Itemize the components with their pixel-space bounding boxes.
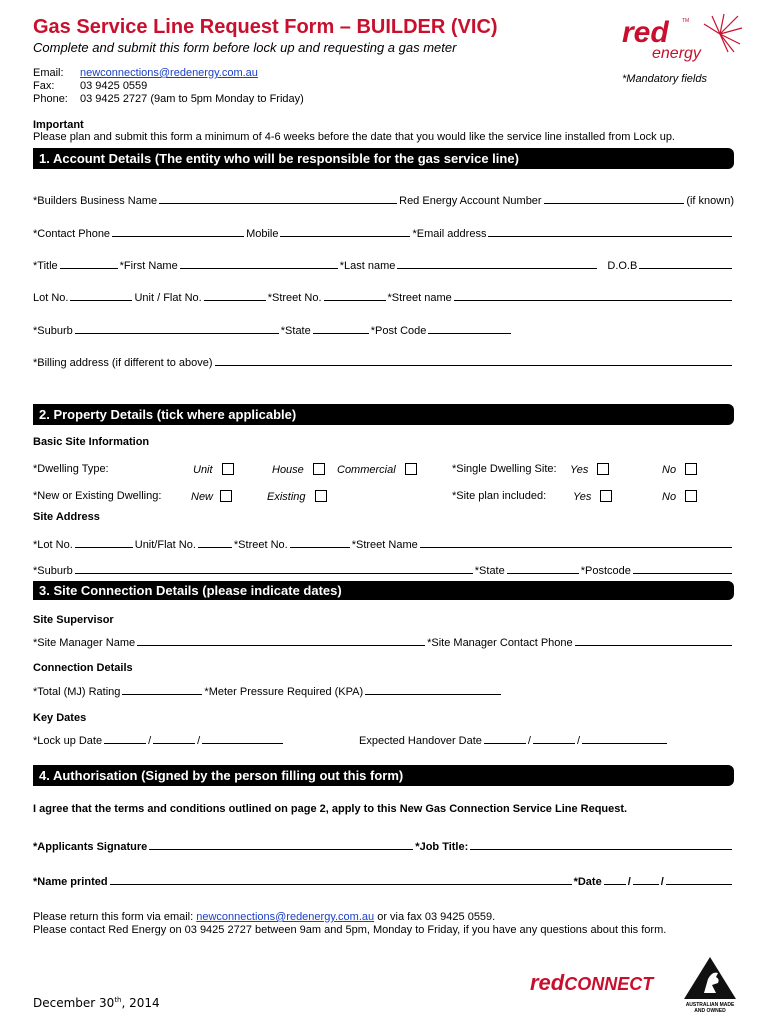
form-subtitle: Complete and submit this form before lock up and requesting a gas meter [33,40,457,55]
row-site-address [33,535,734,551]
label-account-number: Red Energy Account Number [399,195,542,207]
mobile-field[interactable] [280,236,410,237]
basic-site-info-heading: Basic Site Information [33,436,150,448]
date-separator: / [148,735,152,747]
section-3-header [33,581,734,600]
total-rating-field[interactable] [122,694,202,695]
section-4-title: 4. Authorisation (Signed by the person filling out this form) [39,768,404,783]
row-site-suburb [33,561,734,577]
redconnect-connect-text: CONNECT [564,974,654,994]
mandatory-fields-note: *Mandatory fields [622,73,707,85]
row-name-printed [33,872,734,888]
label-lock-up-date: *Lock up Date [33,735,103,747]
label-site-suburb: *Suburb [33,565,73,577]
important-heading: Important [33,119,84,131]
row-connection [33,682,503,698]
label-site-street-no: *Street No. [233,539,288,551]
phone-value: 03 9425 2727 (9am to 5pm Monday to Friday) [80,93,304,105]
option-single-yes [570,463,609,476]
label-post-code: *Post Code [370,325,427,337]
section-3-title: 3. Site Connection Details (please indicate dates) [39,583,342,598]
section-2-title: 2. Property Details (tick where applicable) [39,407,297,422]
red-energy-logo [620,12,745,68]
agreement-text: I agree that the terms and conditions outlined on page 2, apply to this New Gas Connection Service Line Request. [33,803,628,815]
fax-value: 03 9425 0559 [80,80,148,92]
commercial-checkbox[interactable] [405,463,417,475]
label-lot-no: Lot No. [33,292,69,304]
row-site-manager [33,633,734,649]
label-site-manager-name: *Site Manager Name [33,637,136,649]
date-separator: / [197,735,201,747]
row-lock-up-date [33,731,285,747]
unit-checkbox[interactable] [222,463,234,475]
email-label: Email: [33,67,64,79]
document-date-year: , 2014 [121,996,160,1010]
name-printed-field[interactable] [110,884,572,885]
document-date-main: December 30 [33,996,115,1010]
state-field[interactable] [313,333,369,334]
contact-instructions: Please contact Red Energy on 03 9425 2727 between 9am and 5pm, Monday to Friday, if you have any questions about this form. [33,924,667,936]
option-unit-label: Unit [193,464,213,476]
option-house [272,463,325,476]
title-field[interactable] [60,268,118,269]
site-suburb-field[interactable] [75,573,473,574]
label-expected-handover: Expected Handover Date [359,735,482,747]
kangaroo-triangle-icon [682,955,738,1001]
contact-phone-field[interactable] [112,236,244,237]
unit-flat-no-field[interactable] [204,300,266,301]
row-suburb [33,321,513,337]
label-state: *State [280,325,311,337]
existing-checkbox[interactable] [315,490,327,502]
date-separator: / [576,735,581,747]
connection-details-heading: Connection Details [33,662,133,674]
site-supervisor-heading: Site Supervisor [33,614,114,626]
australian-made-logo [682,955,738,1021]
document-date [33,996,160,1010]
aus-made-line-1: AUSTRALIAN MADE [685,1002,735,1008]
aus-made-text [682,1002,738,1014]
section-1-header [33,148,734,169]
logo-tm: TM [682,18,690,24]
logo-red-text: red [622,16,669,49]
return-fax-text: or via fax 03 9425 0559. [374,911,496,923]
option-house-label: House [272,464,304,476]
handover-month-field[interactable] [533,743,575,744]
street-name-field[interactable] [454,300,732,301]
handover-year-field[interactable] [582,743,667,744]
return-text: Please return this form via email: [33,911,197,923]
first-name-field[interactable] [180,268,338,269]
section-4-header [33,765,734,786]
site-postcode-field[interactable] [633,573,732,574]
site-address-heading: Site Address [33,511,100,523]
job-title-field[interactable] [470,849,732,850]
label-site-manager-phone: *Site Manager Contact Phone [427,637,573,649]
builders-business-name-field[interactable] [159,203,397,204]
date-separator: / [660,876,664,888]
site-plan-yes-checkbox[interactable] [600,490,612,502]
lock-up-day-field[interactable] [104,743,146,744]
label-mobile: Mobile [246,228,279,240]
label-street-no: *Street No. [267,292,322,304]
label-job-title: *Job Title: [415,841,469,853]
option-siteplan-no-label: No [662,491,677,503]
single-dwelling-yes-checkbox[interactable] [597,463,609,475]
redconnect-red-text: red [530,970,565,995]
date-month-field[interactable] [633,884,659,885]
label-dwelling-type: *Dwelling Type: [33,463,109,475]
row-handover-date [359,731,669,747]
lock-up-year-field[interactable] [202,743,283,744]
label-suburb: *Suburb [33,325,73,337]
lot-no-field[interactable] [70,300,132,301]
label-site-unit-flat-no: Unit/Flat No. [134,539,196,551]
email-link[interactable]: newconnections@redenergy.com.au [80,67,258,79]
row-name [33,256,734,272]
label-total-rating: *Total (MJ) Rating [33,686,121,698]
aus-made-line-2: AND OWNED [694,1008,726,1014]
suburb-field[interactable] [75,333,279,334]
option-commercial [337,463,417,476]
option-siteplan-yes-label: Yes [573,491,592,503]
fax-label: Fax: [33,80,55,92]
row-business-name [33,191,734,207]
label-site-street-name: *Street Name [351,539,418,551]
street-no-field[interactable] [324,300,386,301]
redconnect-logo [530,970,653,996]
date-day-field[interactable] [604,884,626,885]
handover-day-field[interactable] [484,743,526,744]
label-last-name: *Last name [339,260,396,272]
site-lot-no-field[interactable] [75,547,133,548]
label-first-name: *First Name [119,260,178,272]
lock-up-month-field[interactable] [153,743,195,744]
label-contact-phone: *Contact Phone [33,228,111,240]
label-builders-business-name: *Builders Business Name [33,195,158,207]
label-site-lot-no: *Lot No. [33,539,73,551]
label-site-state: *State [474,565,505,577]
option-new [191,490,232,503]
label-name-printed: *Name printed [33,876,108,888]
site-state-field[interactable] [507,573,579,574]
label-meter-pressure: *Meter Pressure Required (KPA) [204,686,364,698]
site-street-no-field[interactable] [290,547,350,548]
option-existing-label: Existing [267,491,306,503]
billing-address-field[interactable] [215,365,732,366]
date-year-field[interactable] [666,884,732,885]
last-name-field[interactable] [397,268,597,269]
option-commercial-label: Commercial [337,464,396,476]
label-dob: D.O.B [607,260,638,272]
label-if-known: (if known) [686,195,734,207]
option-single-no-label: No [662,464,677,476]
post-code-field[interactable] [428,333,511,334]
label-new-or-existing: *New or Existing Dwelling: [33,490,162,502]
label-site-plan-included: *Site plan included: [452,490,547,502]
date-separator: / [527,735,531,747]
logo-energy-text: energy [652,45,701,62]
label-street-name: *Street name [387,292,452,304]
important-text: Please plan and submit this form a minimum of 4-6 weeks before the date that you would like the service line installed from Lock up. [33,131,675,143]
label-title: *Title [33,260,58,272]
single-dwelling-no-checkbox[interactable] [685,463,697,475]
new-checkbox[interactable] [220,490,232,502]
section-2-header [33,404,734,425]
row-contact [33,224,734,240]
site-manager-phone-field[interactable] [575,645,732,646]
site-street-name-field[interactable] [420,547,732,548]
site-unit-flat-no-field[interactable] [198,547,232,548]
return-instructions [33,911,495,923]
phone-label: Phone: [33,93,68,105]
label-date: *Date [573,876,602,888]
label-site-postcode: *Postcode [580,565,631,577]
account-number-field[interactable] [544,203,685,204]
signature-field[interactable] [149,849,413,850]
label-unit-flat-no: Unit / Flat No. [134,292,202,304]
house-checkbox[interactable] [313,463,325,475]
key-dates-heading: Key Dates [33,712,87,724]
date-separator: / [627,876,631,888]
option-single-no [662,463,697,476]
row-signature [33,837,734,853]
option-new-label: New [191,491,214,503]
form-title: Gas Service Line Request Form – BUILDER (VIC) [33,16,498,38]
label-single-dwelling-site: *Single Dwelling Site: [452,463,557,475]
dob-field[interactable] [639,268,732,269]
label-billing-address: *Billing address (if different to above) [33,357,213,369]
label-applicants-signature: *Applicants Signature [33,841,148,853]
row-billing [33,353,734,369]
option-siteplan-no [662,490,697,503]
meter-pressure-field[interactable] [365,694,501,695]
document-date-suffix: th [114,996,122,1004]
row-address [33,288,734,304]
site-plan-no-checkbox[interactable] [685,490,697,502]
option-siteplan-yes [573,490,612,503]
site-manager-name-field[interactable] [137,645,425,646]
return-email-link[interactable]: newconnections@redenergy.com.au [196,911,375,923]
option-single-yes-label: Yes [570,464,589,476]
section-1-title: 1. Account Details (The entity who will be responsible for the gas service line) [39,151,519,166]
email-address-field[interactable] [488,236,732,237]
label-email-address: *Email address [412,228,487,240]
option-unit [193,463,234,476]
option-existing [267,490,327,503]
